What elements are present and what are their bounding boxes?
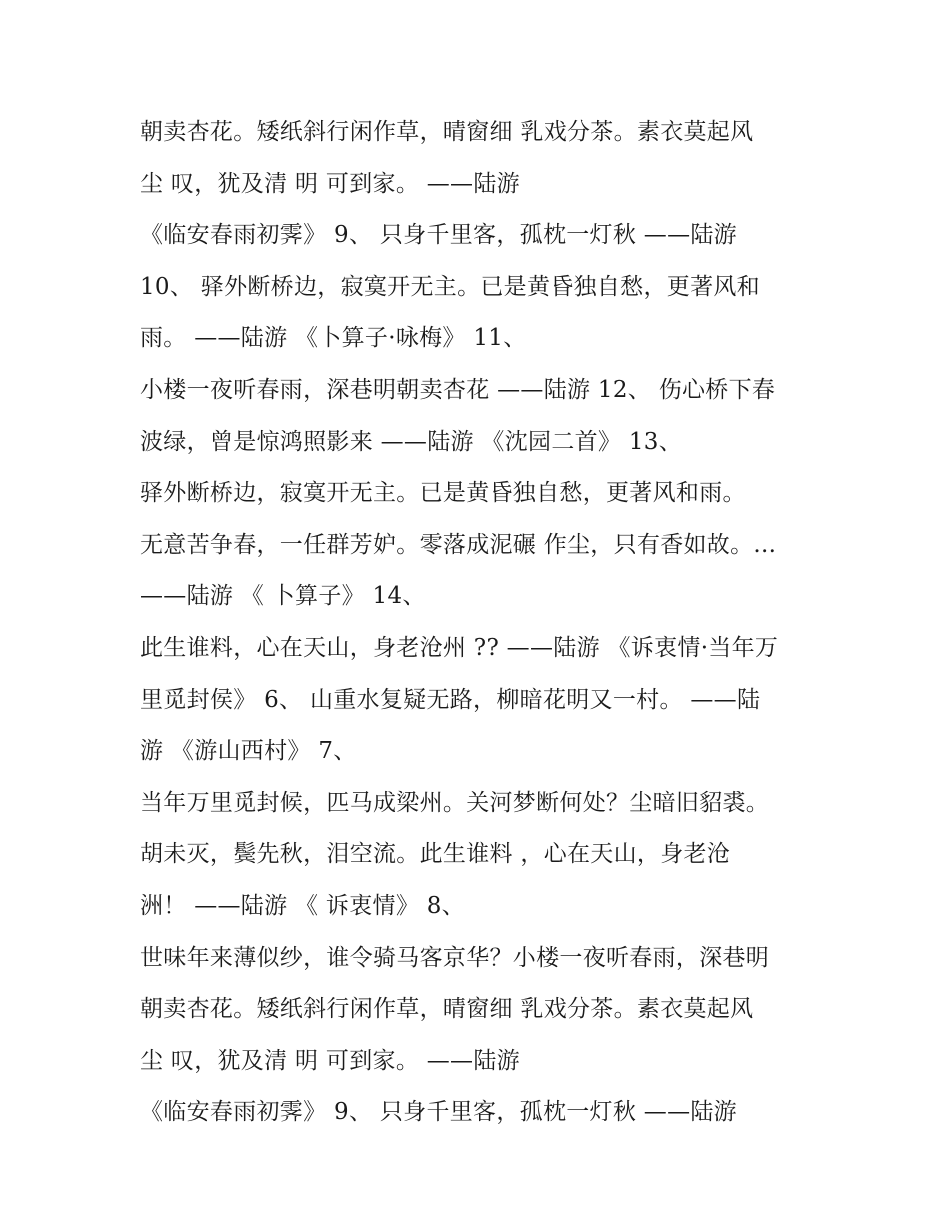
text-line: 里觅封侯》 6、 山重水复疑无路，柳暗花明又一村。 ——陆 <box>140 686 761 713</box>
text-line: 朝卖杏花。矮纸斜行闲作草，晴窗细 乳戏分茶。素衣莫起风 <box>140 996 754 1023</box>
text-line: 雨。 ——陆游 《卜算子·咏梅》 11、 <box>140 325 527 352</box>
text-line: 洲！ ——陆游 《 诉衷情》 8、 <box>140 892 465 919</box>
text-line: 10、 驿外断桥边，寂寞开无主。已是黄昏独自愁，更著风和 <box>140 273 760 300</box>
text-line: 无意苦争春，一任群芳妒。零落成泥碾 作尘，只有香如故。... <box>140 531 777 558</box>
text-line: 波绿，曾是惊鸿照影来 ——陆游 《沈园二首》 13、 <box>140 428 682 455</box>
text-line: 游 《游山西村》 7、 <box>140 738 357 765</box>
text-line: 世味年来薄似纱，谁令骑马客京华？小楼一夜听春雨，深巷明 <box>140 944 770 971</box>
text-line: ——陆游 《 卜算子》 14、 <box>140 583 426 610</box>
text-line: 尘 叹，犹及清 明 可到家。 ——陆游 <box>140 170 520 197</box>
text-line: 胡未灭，鬓先秋，泪空流。此生谁料 ，心在天山，身老沧 <box>140 841 731 868</box>
text-line: 朝卖杏花。矮纸斜行闲作草，晴窗细 乳戏分茶。素衣莫起风 <box>140 119 754 145</box>
text-line: 当年万里觅封候，匹马成梁州。关河梦断何处？尘暗旧貂裘。 <box>140 789 770 816</box>
poem-text-block <box>140 112 830 1144</box>
text-line: 小楼一夜听春雨，深巷明朝卖杏花 ——陆游 12、 伤心桥下春 <box>140 376 776 403</box>
text-line: 《临安春雨初霁》 9、 只身千里客，孤枕一灯秋 ——陆游 <box>140 222 737 249</box>
text-line: 尘 叹，犹及清 明 可到家。 ——陆游 <box>140 1047 520 1074</box>
text-line: 此生谁料，心在天山，身老沧州 ?? ——陆游 《诉衷情·当年万 <box>140 634 779 661</box>
text-line: 《临安春雨初霁》 9、 只身千里客，孤枕一灯秋 ——陆游 <box>140 1099 737 1126</box>
text-line: 驿外断桥边，寂寞开无主。已是黄昏独自愁，更著风和雨。 <box>140 480 746 507</box>
